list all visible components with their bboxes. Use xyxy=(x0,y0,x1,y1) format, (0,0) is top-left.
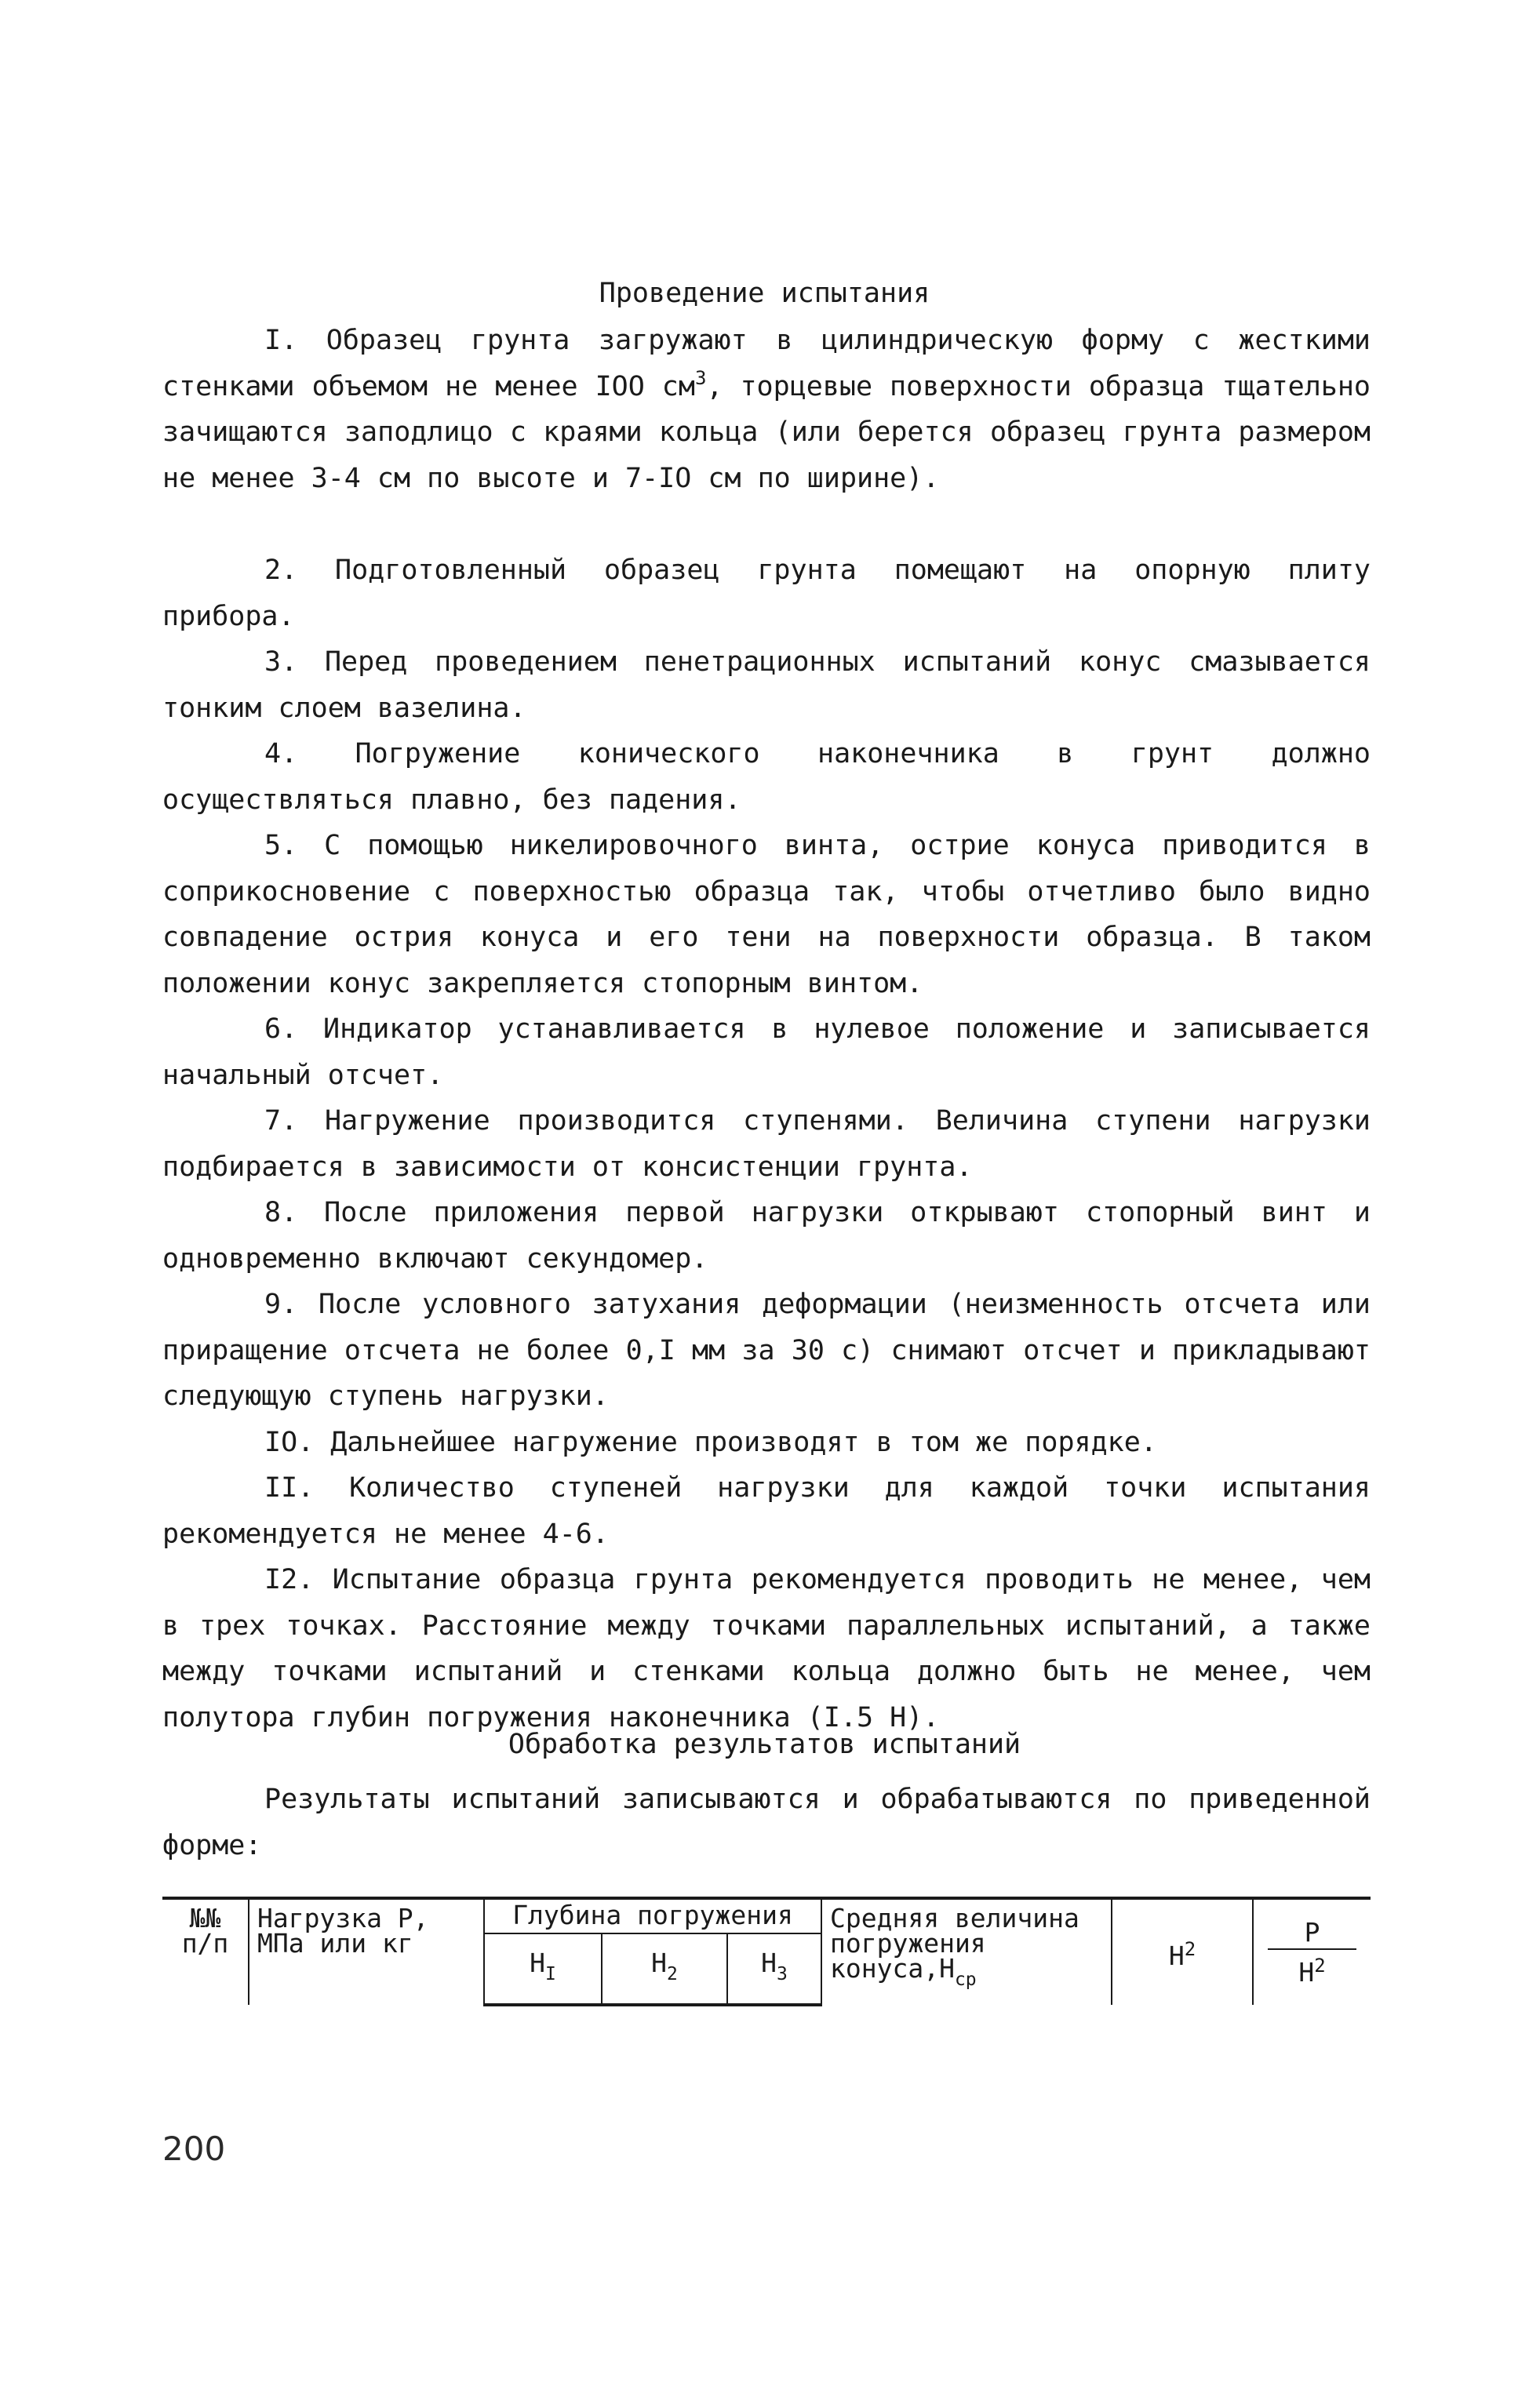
page-number: 200 xyxy=(162,2130,226,2168)
header-h2 xyxy=(602,1933,727,2005)
paragraph-3: 3. Перед проведением пенетрационных испытаний конус смазывается тонким слоем вазелина. xyxy=(162,646,1371,724)
section-heading-processing: Обработка результатов испытаний xyxy=(508,1729,1021,1760)
results-table xyxy=(162,1897,1371,2006)
ratio-den-sup: 2 xyxy=(1314,1955,1326,1977)
intro-paragraph: Результаты испытаний записываются и обрабатываются по приведенной форме: xyxy=(162,1784,1371,1861)
header-ratio xyxy=(1253,1898,1371,2005)
paragraph-4: 4. Погружение конического наконечника в грунт должно осуществляться плавно, без падения. xyxy=(162,738,1371,816)
header-h1 xyxy=(484,1933,602,2005)
paragraph-12: I2. Испытание образца грунта рекомендуется проводить не менее, чем в трех точках. Расстояние между точками параллельных испытаний, а также между точками испытаний и стенками кольца должно быть не менее, чем полутора глубин погружения наконечника (I.5 H). xyxy=(162,1564,1371,1733)
header-h3 xyxy=(727,1933,821,2005)
section-heading-procedure: Проведение испытания xyxy=(599,278,930,309)
paragraph-7: 7. Нагружение производится ступенями. Величина ступени нагрузки подбирается в зависимости от консистенции грунта. xyxy=(162,1105,1371,1183)
h2-letter: H xyxy=(651,1948,667,1978)
paragraph-5: 5. С помощью никелировочного винта, острие конуса приводится в соприкосновение с поверхностью образца так, чтобы отчетливо было видно совпадение острия конуса и его тени на поверхности образца. В таком положении конус закрепляется стопорным винтом. xyxy=(162,830,1371,999)
header-average-text: Средняя величина погружения конуса,H xyxy=(830,1903,1079,1984)
paragraph-8: 8. После приложения первой нагрузки открывают стопорный винт и одновременно включают секундомер. xyxy=(162,1197,1371,1275)
header-h-letter: H xyxy=(1168,1940,1185,1971)
h1-index: I xyxy=(545,1964,556,1984)
header-depth: Глубина погружения xyxy=(484,1898,821,1933)
header-h-squared xyxy=(1112,1898,1253,2005)
paragraph-1 xyxy=(162,318,1371,501)
paragraph-1-text: I. Образец грунта загружают в цилиндрическую форму с жесткими стенками объемом не менее IOO см xyxy=(162,325,1371,402)
header-average-subscript: ср xyxy=(954,1970,977,1990)
paragraph-11: II. Количество ступеней нагрузки для каждой точки испытания рекомендуется не менее 4-6. xyxy=(162,1472,1371,1550)
ratio-den-letter: H xyxy=(1298,1957,1315,1988)
h3-letter: H xyxy=(761,1948,777,1978)
paragraph-6: 6. Индикатор устанавливается в нулевое положение и записывается начальный отсчет. xyxy=(162,1013,1371,1091)
header-load: Нагрузка P, МПа или кг xyxy=(249,1898,484,2005)
h3-index: 3 xyxy=(777,1964,788,1984)
paragraph-10: IO. Дальнейшее нагружение производят в том же порядке. xyxy=(264,1427,1157,1458)
ratio-numerator: P xyxy=(1304,1917,1320,1948)
header-average xyxy=(821,1898,1112,2005)
h2-index: 2 xyxy=(667,1964,678,1984)
ratio-denominator xyxy=(1268,1948,1356,1988)
paragraph-1-text-cont: , торцевые поверхности образца тщательно зачищаются заподлицо с краями кольца (или берется образец грунта размером не менее 3-4 см по высоте и 7-IO см по ширине). xyxy=(162,370,1371,494)
paragraph-9: 9. После условного затухания деформации (неизменность отсчета или приращение отсчета не более 0,I мм за 30 с) снимают отсчет и прикладывают следующую ступень нагрузки. xyxy=(162,1289,1371,1412)
header-num: №№ п/п xyxy=(162,1898,249,2005)
header-h-sup: 2 xyxy=(1184,1937,1196,1960)
paragraph-2: 2. Подготовленный образец грунта помещают на опорную плиту прибора. xyxy=(162,555,1371,632)
h1-letter: H xyxy=(530,1948,545,1978)
cubic-superscript: 3 xyxy=(694,366,707,389)
